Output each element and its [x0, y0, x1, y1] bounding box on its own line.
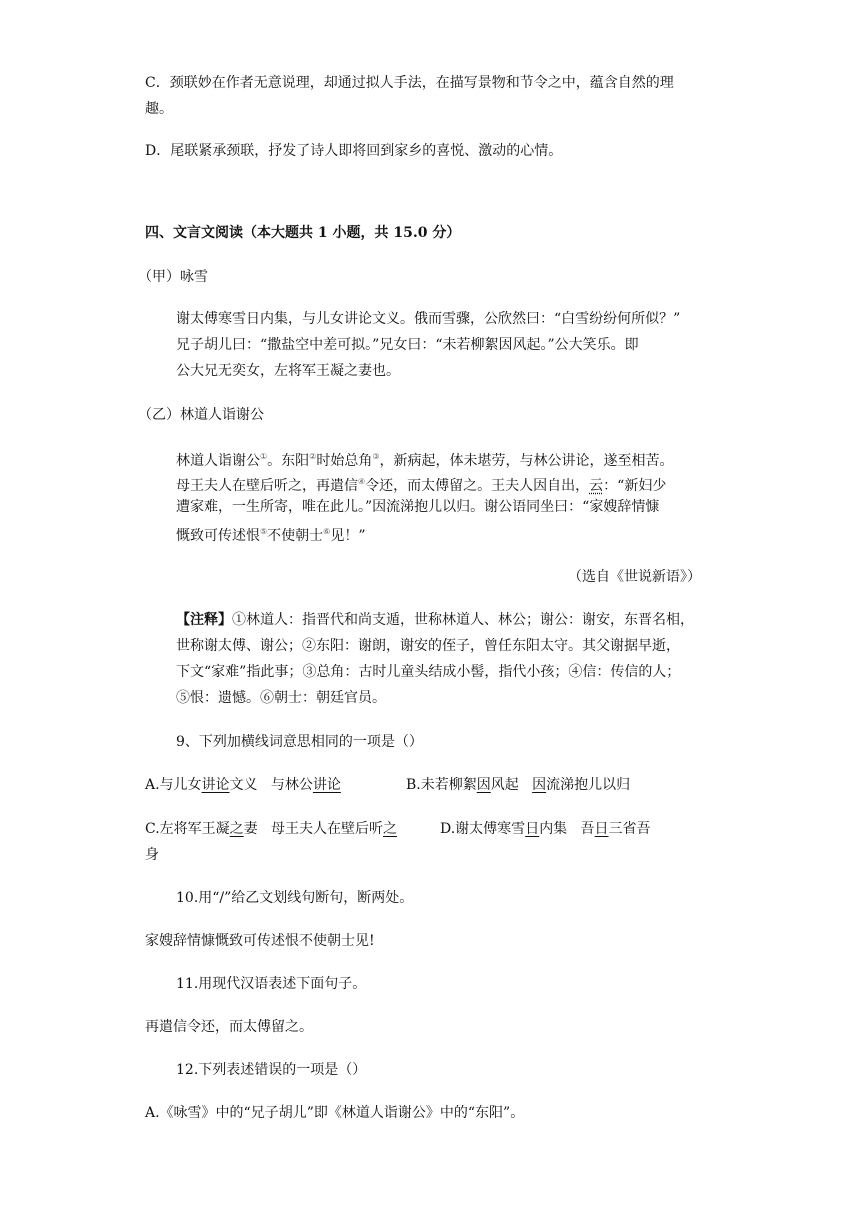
q9-option-a: A.与儿女讲论文义 与林公讲论 [145, 777, 341, 793]
option-c-line2: 趣。 [145, 101, 173, 117]
passage-yi-line: 慨致可传述恨⑤不使朝士⑥见！” [176, 527, 366, 544]
footnote-mark: ④ [358, 477, 366, 486]
q9-option-c: C.左将军王凝之妻 母王夫人在壁后听之 [145, 821, 398, 837]
footnote-mark: ⑥ [323, 527, 331, 536]
question-12-stem: 12.下列表述错误的一项是（） [176, 1062, 367, 1078]
option-d-line1: D．尾联紧承颈联，抒发了诗人即将回到家乡的喜悦、激动的心情。 [145, 143, 563, 159]
passage-yi-line: 遭家难，一生所寄，唯在此儿。”因流涕抱儿以归。谢公语同坐曰：“家嫂辞情慷 [176, 499, 660, 515]
passage-yi-line: 林道人诣谢公①。东阳②时始总角③，新病起，体未堪劳，与林公讲论，遂至相苦。 [176, 452, 674, 469]
passage-jia-line: 兄子胡儿曰：“撒盐空中差可拟。”兄女曰：“未若柳絮因风起。”公大笑乐。即 [176, 337, 639, 353]
footnote-mark: ① [260, 452, 268, 461]
passage-jia-line: 谢太傅寒雪日内集，与儿女讲论文义。俄而雪骤，公欣然曰：“白雪纷纷何所似？” [176, 311, 681, 327]
passage-jia-title: （甲）咏雪 [138, 269, 208, 285]
footnote-mark: ③ [372, 452, 380, 461]
question-11-stem: 11.用现代汉语表述下面句子。 [176, 976, 367, 992]
passage-jia-line: 公大兄无奕女，左将军王凝之妻也。 [176, 363, 400, 379]
q9-option-c-wrap: 身 [145, 847, 159, 863]
notes-line: 【注释】①林道人：指晋代和尚支遁，世称林道人、林公；谢公：谢安，东晋名相， [176, 612, 694, 628]
dotted-word: 云 [589, 478, 604, 494]
q9-option-d: D.谢太傅寒雪日内集 吾日三省吾 [440, 821, 651, 837]
footnote-mark: ② [309, 452, 317, 461]
question-10-stem: 10.用“/”给乙文划线句断句，断两处。 [176, 890, 414, 906]
footnote-mark: ⑤ [260, 527, 268, 536]
notes-line: 下文“家难”指此事；③总角：古时儿童头结成小髻，指代小孩；④信：传信的人； [176, 664, 681, 680]
passage-yi-title: （乙）林道人诣谢公 [138, 407, 264, 423]
notes-line: 世称谢太傅、谢公；②东阳：谢朗，谢安的侄子，曾任东阳太守。其父谢据早逝， [176, 638, 680, 654]
option-c-line1: C．颈联妙在作者无意说理，却通过拟人手法，在描写景物和节令之中，蕴含自然的理 [145, 75, 674, 91]
q9-option-b: B.未若柳絮因风起 因流涕抱儿以归 [406, 777, 631, 793]
question-11-sentence: 再遣信令还，而太傅留之。 [145, 1019, 313, 1035]
q12-option-a: A.《咏雪》中的“兄子胡儿”即《林道人诣谢公》中的“东阳”。 [145, 1105, 525, 1121]
notes-line: ⑤恨：遗憾。⑥朝士：朝廷官员。 [176, 690, 386, 706]
question-10-sentence: 家嫂辞情慷慨致可传述恨不使朝士见! [145, 933, 375, 949]
question-9-stem: 9、下列加横线词意思相同的一项是（） [176, 734, 423, 750]
passage-source: （选自《世说新语》） [568, 569, 701, 585]
notes-label: 【注释】 [176, 612, 232, 628]
section-heading: 四、文言文阅读（本大题共 1 小题，共 15.0 分） [145, 225, 461, 241]
passage-yi-line: 母王夫人在壁后听之，再遣信④令还，而太傅留之。王夫人因自出，云：“新妇少 [176, 477, 667, 494]
